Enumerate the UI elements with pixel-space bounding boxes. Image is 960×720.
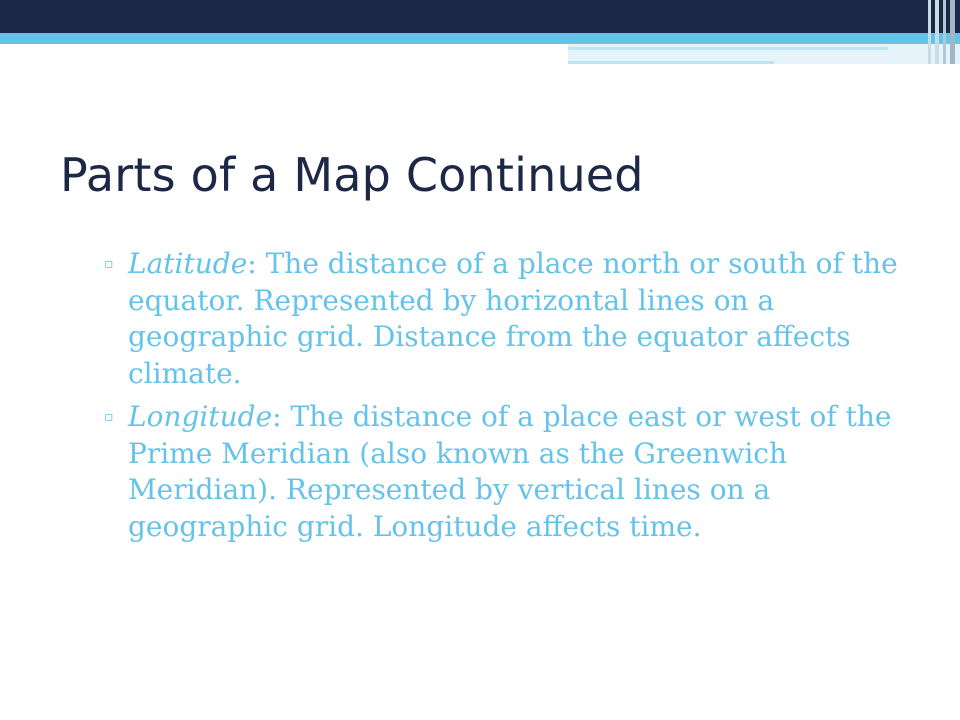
header-dark-band (0, 0, 960, 33)
stripe (928, 0, 931, 64)
header-corner-stripes (928, 0, 960, 64)
bullet-list (104, 246, 914, 552)
bullet-longitude (104, 399, 914, 545)
header-decor-line (568, 61, 774, 64)
bullet-marker-icon: ▫ (104, 256, 114, 272)
bullet-term: Longitude (128, 400, 273, 433)
slide-title: Parts of a Map Continued (60, 148, 644, 202)
bullet-term: Latitude (128, 247, 248, 280)
stripe (950, 0, 955, 64)
stripe (935, 0, 939, 64)
bullet-text: : The distance of a place east or west of the Prime Meridian (also known as the Greenwich Meridian). Represented by vertical lines on a geographic grid. Longitude affects time. (128, 400, 892, 543)
bullet-text: : The distance of a place north or south of the equator. Represented by horizontal lines on a geographic grid. Distance from the equator affects climate. (128, 247, 898, 390)
header-decor-line (568, 47, 888, 50)
bullet-latitude (104, 246, 914, 392)
stripe (943, 0, 946, 64)
header-accent-band (0, 33, 960, 44)
bullet-marker-icon: ▫ (104, 409, 114, 425)
